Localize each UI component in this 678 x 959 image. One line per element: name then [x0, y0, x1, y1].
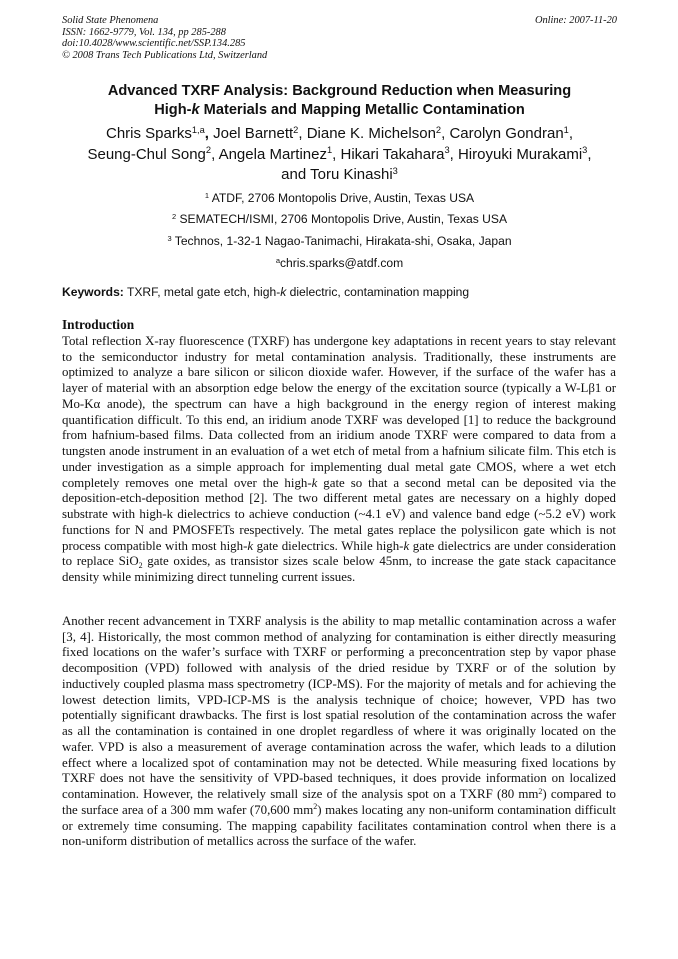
author: Hikari Takahara — [340, 145, 445, 163]
author: Joel Barnett — [213, 125, 294, 142]
author-list — [62, 124, 617, 186]
online-date: Online: 2007-11-20 — [534, 15, 617, 26]
intro-paragraph-1: Total reflection X-ray fluorescence (TXRF) has undergone key adaptations in recent years to stay relevant to the semiconductor industry for metal contamination analysis. Traditionally, these instruments are optimized to analyze a bare silicon or silicon dioxide wafer. However, if the surface of the wafer has a layer of material with an absorption edge below the energy of the excitation source (typically a W-Lβ1 or Mo-Kα anode), the spectrum can have a high background in the energy region of interest making quantification difficult. To this end, an iridium anode TXRF was developed [1] to reduce the background from hafnium-based films. Data collected from an iridium anode TXRF were compared to data from a tungsten anode instrument in an evaluation of a wet etch of metal from a hafnium silicate film. This etch is under investigation as a simple approach for implementing dual metal gate CMOS, where a wet etch completely removes one metal over the high-k gate so that a second metal can be deposited via the deposition-etch-deposition method [2]. The two different metal gates are necessary on a highly doped substrate with high-k dielectrics to achieve conduction (~4.1 eV) and valence band edge (~5.2 eV) work functions for N and PMOSFETs respectively. The metal gates replace the polysilicon gate which is not process compatible with most high-k gate dielectrics. While high-k gate dielectrics are under consideration to replace SiO$_2$ gate oxides, as transistor sizes scale below 45nm, to increase the gate stack capacitance density while minimizing direct tunneling current issues. — [62, 334, 616, 585]
author: Angela Martinez — [218, 145, 327, 163]
copyright-line: © 2008 Trans Tech Publications Ltd, Switzerland — [62, 49, 268, 61]
journal-name: Solid State Phenomena — [62, 15, 159, 26]
affiliation-1: $^1$ ATDF, 2706 Montopolis Drive, Austin, Texas USA — [204, 190, 475, 205]
section-heading-introduction: Introduction — [62, 317, 135, 332]
author: Seung-Chul Song — [87, 145, 206, 163]
intro-paragraph-2: Another recent advancement in TXRF analysis is the ability to map metallic contamination across a wafer [3, 4]. Historically, the most common method of analyzing for contamination is either directly measuring fixed locations on the wafer’s surface with TXRF or performing a preconcentration step by vapor phase decomposition (VPD) followed with analysis of the dried residue by TXRF or of the solution by inductively coupled plasma mass spectrometry (ICP-MS). For the majority of metals and for achieving the lowest detection limits, VPD-ICP-MS is the analysis technique of choice; however, VPD has two potentially significant drawbacks. The first is lost spatial resolution of the contamination across the wafer as all the contamination is contained in one droplet regardless of where it was originally located on the wafer. VPD is also a measurement of average contamination across the wafer, which leads to a dilution effect where a localized spot of contamination may not be detected. While measuring fixed locations by TXRF does not have the sensitivity of VPD-based techniques, it does provide information on localized contamination. However, the relatively small size of the analysis spot on a TXRF (80 $mm^2$) compared to the surface area of a 300 mm wafer (70,600 $mm^2$) makes locating any non-uniform contamination difficult or extremely time consuming. The mapping capability facilitates contamination control when there is a non-uniform distribution of metallics across the surface of the wafer. — [62, 614, 617, 849]
author: Hiroyuki Murakami — [457, 145, 583, 163]
paper-title — [62, 82, 617, 119]
author: Toru Kinashi — [310, 166, 393, 184]
doi-line: doi:10.4028/www.scientific.net/SSP.134.285 — [62, 38, 246, 50]
author: Diane K. Michelson — [306, 125, 436, 142]
author-email: $^a$chris.sparks@atdf.com — [275, 255, 404, 270]
author-line-1: Chris Sparks$^{1,a}$, Joel Barnett$^2$, Diane K. Michelson$^2$, Carolyn Gondran$^1$, — [105, 124, 574, 142]
journal-header — [62, 15, 617, 61]
issn-line: ISSN: 1662-9779, Vol. 134, pp 285-288 — [62, 26, 226, 38]
author-line-3: and Toru Kinashi$^3$ — [281, 166, 398, 184]
title-line-2: High-k Materials and Mapping Metallic Contamination — [154, 101, 525, 118]
author: Chris Sparks — [105, 125, 192, 142]
author-line-2: Seung-Chul Song$^2$, Angela Martinez$^1$, Hikari Takahara$^3$, Hiroyuki Murakami$^3$, — [87, 145, 592, 163]
affiliation-2: $^2$ SEMATECH/ISMI, 2706 Montopolis Drive, Austin, Texas USA — [171, 211, 508, 226]
affiliation-3: $^3$ Technos, 1-32-1 Nagao-Tanimachi, Hirakata-shi, Osaka, Japan — [167, 233, 512, 248]
author: Carolyn Gondran — [449, 125, 564, 142]
keywords: Keywords: TXRF, metal gate etch, high-k dielectric, contamination mapping — [62, 285, 470, 299]
title-line-1: Advanced TXRF Analysis: Background Reduction when Measuring — [107, 83, 572, 99]
keywords-label: Keywords: — [62, 285, 124, 299]
